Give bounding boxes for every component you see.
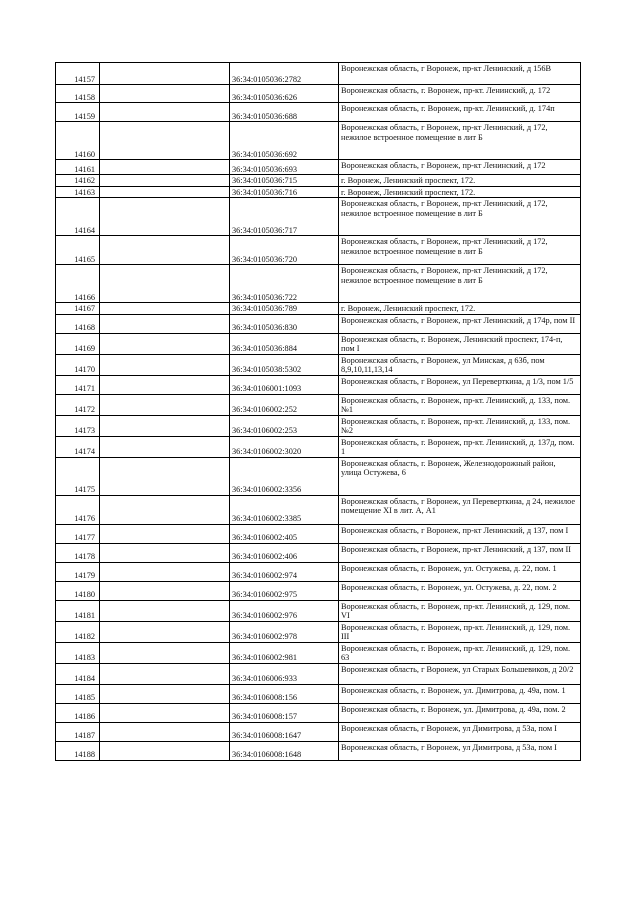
row-number: 14174: [56, 436, 100, 457]
address-cell: Воронежская область, г Воронеж, пр-кт Ленинский, д 137, пом I: [339, 524, 581, 543]
row-number: 14178: [56, 543, 100, 562]
empty-cell: [100, 703, 230, 722]
table-row: [56, 703, 581, 722]
address-cell: Воронежская область, г. Воронеж, пр-кт. Ленинский, д. 133, пом. №1: [339, 394, 581, 415]
address-cell: Воронежская область, г Воронеж, ул Димитрова, д 53а, пом I: [339, 741, 581, 760]
cadastral-number: 36:34:0106002:976: [230, 600, 339, 621]
address-cell: Воронежская область, г. Воронеж, пр-кт. Ленинский, д. 133, пом. №2: [339, 415, 581, 436]
address-cell: Воронежская область, г. Воронеж, Железнодорожный район, улица Остужева, 6: [339, 457, 581, 495]
table-row: [56, 314, 581, 333]
empty-cell: [100, 543, 230, 562]
row-number: 14183: [56, 642, 100, 663]
row-number: 14158: [56, 85, 100, 103]
cadastral-number: 36:34:0105036:722: [230, 265, 339, 303]
row-number: 14186: [56, 703, 100, 722]
row-number: 14164: [56, 198, 100, 236]
table-row: [56, 684, 581, 703]
cadastral-number: 36:34:0106008:157: [230, 703, 339, 722]
cadastral-number: 36:34:0106002:252: [230, 394, 339, 415]
row-number: 14179: [56, 562, 100, 581]
row-number: 14162: [56, 175, 100, 187]
empty-cell: [100, 122, 230, 160]
empty-cell: [100, 436, 230, 457]
row-number: 14166: [56, 265, 100, 303]
cadastral-number: 36:34:0106002:406: [230, 543, 339, 562]
address-cell: Воронежская область, г Воронеж, пр-кт Ленинский, д 156В: [339, 63, 581, 85]
row-number: 14171: [56, 375, 100, 394]
address-cell: Воронежская область, г. Воронеж, ул. Остужева, д. 22, пом. 2: [339, 581, 581, 600]
table-row: [56, 236, 581, 265]
address-cell: Воронежская область, г Воронеж, ул Минская, д 63б, пом 8,9,10,11,13,14: [339, 354, 581, 375]
cadastral-number: 36:34:0105036:789: [230, 303, 339, 315]
table-row: [56, 621, 581, 642]
row-number: 14159: [56, 103, 100, 122]
row-number: 14168: [56, 314, 100, 333]
address-cell: Воронежская область, г Воронеж, ул Димитрова, д 53а, пом I: [339, 722, 581, 741]
empty-cell: [100, 457, 230, 495]
table-row: [56, 333, 581, 354]
address-cell: Воронежская область, г. Воронеж, пр-кт. Ленинский, д. 129, пом. VI: [339, 600, 581, 621]
table-row: [56, 122, 581, 160]
empty-cell: [100, 186, 230, 198]
empty-cell: [100, 581, 230, 600]
table-row: [56, 198, 581, 236]
row-number: 14180: [56, 581, 100, 600]
address-cell: Воронежская область, г Воронеж, пр-кт Ленинский, д 172, нежилое встроенное помещение в лит Б: [339, 198, 581, 236]
empty-cell: [100, 175, 230, 187]
table-row: [56, 186, 581, 198]
cadastral-number: 36:34:0105036:717: [230, 198, 339, 236]
row-number: 14173: [56, 415, 100, 436]
address-cell: Воронежская область, г. Воронеж, ул. Димитрова, д. 49а, пом. 1: [339, 684, 581, 703]
cadastral-number: 36:34:0106002:981: [230, 642, 339, 663]
row-number: 14181: [56, 600, 100, 621]
cadastral-number: 36:34:0106002:3356: [230, 457, 339, 495]
cadastral-number: 36:34:0105036:693: [230, 160, 339, 175]
empty-cell: [100, 642, 230, 663]
cadastral-number: 36:34:0105036:626: [230, 85, 339, 103]
cadastral-number: 36:34:0105036:688: [230, 103, 339, 122]
row-number: 14172: [56, 394, 100, 415]
cadastral-number: 36:34:0106002:974: [230, 562, 339, 581]
table-row: [56, 103, 581, 122]
cadastral-number: 36:34:0105036:692: [230, 122, 339, 160]
empty-cell: [100, 314, 230, 333]
table-row: [56, 495, 581, 524]
empty-cell: [100, 63, 230, 85]
address-cell: Воронежская область, г Воронеж, пр-кт Ленинский, д 172, нежилое встроенное помещение в лит Б: [339, 265, 581, 303]
cadastral-number: 36:34:0106002:405: [230, 524, 339, 543]
empty-cell: [100, 265, 230, 303]
cadastral-number: 36:34:0106002:253: [230, 415, 339, 436]
row-number: 14163: [56, 186, 100, 198]
row-number: 14170: [56, 354, 100, 375]
table-body: [56, 63, 581, 761]
table-row: [56, 354, 581, 375]
cadastral-number: 36:34:0106008:1648: [230, 741, 339, 760]
address-cell: Воронежская область, г. Воронеж, пр-кт. Ленинский, д. 129, пом. III: [339, 621, 581, 642]
table-row: [56, 415, 581, 436]
empty-cell: [100, 375, 230, 394]
address-cell: Воронежская область, г. Воронеж, пр-кт. Ленинский, д. 172: [339, 85, 581, 103]
cadastral-number: 36:34:0106008:1647: [230, 722, 339, 741]
address-cell: Воронежская область, г Воронеж, ул Переверткина, д 1/3, пом 1/5: [339, 375, 581, 394]
cadastral-number: 36:34:0105036:716: [230, 186, 339, 198]
table-row: [56, 303, 581, 315]
table-row: [56, 562, 581, 581]
row-number: 14187: [56, 722, 100, 741]
cadastral-number: 36:34:0106006:933: [230, 663, 339, 684]
row-number: 14182: [56, 621, 100, 642]
table-row: [56, 265, 581, 303]
empty-cell: [100, 85, 230, 103]
empty-cell: [100, 303, 230, 315]
address-cell: Воронежская область, г Воронеж, пр-кт Ленинский, д 137, пом II: [339, 543, 581, 562]
address-cell: Воронежская область, г Воронеж, пр-кт Ленинский, д 174р, пом II: [339, 314, 581, 333]
row-number: 14165: [56, 236, 100, 265]
empty-cell: [100, 103, 230, 122]
cadastral-number: 36:34:0106002:3020: [230, 436, 339, 457]
row-number: 14185: [56, 684, 100, 703]
row-number: 14160: [56, 122, 100, 160]
table-row: [56, 436, 581, 457]
address-cell: г. Воронеж, Ленинский проспект, 172.: [339, 303, 581, 315]
empty-cell: [100, 524, 230, 543]
empty-cell: [100, 663, 230, 684]
table-row: [56, 524, 581, 543]
empty-cell: [100, 394, 230, 415]
row-number: 14188: [56, 741, 100, 760]
table-row: [56, 581, 581, 600]
cadastral-number: 36:34:0106002:978: [230, 621, 339, 642]
cadastral-number: 36:34:0105036:720: [230, 236, 339, 265]
empty-cell: [100, 354, 230, 375]
table-row: [56, 85, 581, 103]
table-row: [56, 642, 581, 663]
address-cell: Воронежская область, г. Воронеж, пр-кт. Ленинский, д. 174п: [339, 103, 581, 122]
address-cell: Воронежская область, г. Воронеж, пр-кт. Ленинский, д. 129, пом. 63: [339, 642, 581, 663]
cadastral-number: 36:34:0106008:156: [230, 684, 339, 703]
address-cell: Воронежская область, г. Воронеж, ул. Остужева, д. 22, пом. 1: [339, 562, 581, 581]
empty-cell: [100, 741, 230, 760]
empty-cell: [100, 198, 230, 236]
cadastral-number: 36:34:0105036:2782: [230, 63, 339, 85]
row-number: 14177: [56, 524, 100, 543]
address-cell: Воронежская область, г. Воронеж, пр-кт. Ленинский, д. 137д, пом. 1: [339, 436, 581, 457]
row-number: 14167: [56, 303, 100, 315]
cadastral-number: 36:34:0106002:975: [230, 581, 339, 600]
cadastral-number: 36:34:0106002:3385: [230, 495, 339, 524]
table-row: [56, 457, 581, 495]
table-row: [56, 543, 581, 562]
row-number: 14175: [56, 457, 100, 495]
row-number: 14161: [56, 160, 100, 175]
table-row: [56, 394, 581, 415]
empty-cell: [100, 160, 230, 175]
address-cell: Воронежская область, г. Воронеж, Ленинский проспект, 174-п, пом I: [339, 333, 581, 354]
address-cell: г. Воронеж, Ленинский проспект, 172.: [339, 186, 581, 198]
empty-cell: [100, 684, 230, 703]
address-cell: Воронежская область, г Воронеж, пр-кт Ленинский, д 172, нежилое встроенное помещение в лит Б: [339, 122, 581, 160]
table-row: [56, 175, 581, 187]
table-row: [56, 160, 581, 175]
row-number: 14169: [56, 333, 100, 354]
empty-cell: [100, 600, 230, 621]
table-row: [56, 375, 581, 394]
cadastral-number: 36:34:0105038:5302: [230, 354, 339, 375]
cadastral-number: 36:34:0105036:884: [230, 333, 339, 354]
empty-cell: [100, 722, 230, 741]
empty-cell: [100, 495, 230, 524]
row-number: 14157: [56, 63, 100, 85]
row-number: 14184: [56, 663, 100, 684]
address-cell: Воронежская область, г Воронеж, пр-кт Ленинский, д 172, нежилое встроенное помещение в лит Б: [339, 236, 581, 265]
empty-cell: [100, 562, 230, 581]
table-row: [56, 663, 581, 684]
address-cell: Воронежская область, г Воронеж, ул Старых Большевиков, д 20/2: [339, 663, 581, 684]
table-row: [56, 600, 581, 621]
empty-cell: [100, 333, 230, 354]
table-row: [56, 741, 581, 760]
empty-cell: [100, 415, 230, 436]
empty-cell: [100, 236, 230, 265]
empty-cell: [100, 621, 230, 642]
cadastral-number: 36:34:0105036:830: [230, 314, 339, 333]
table-row: [56, 722, 581, 741]
document-page: [55, 62, 581, 761]
row-number: 14176: [56, 495, 100, 524]
address-cell: Воронежская область, г. Воронеж, ул. Димитрова, д. 49а, пом. 2: [339, 703, 581, 722]
address-cell: Воронежская область, г Воронеж, пр-кт Ленинский, д 172: [339, 160, 581, 175]
address-cell: Воронежская область, г Воронеж, ул Переверткина, д 24, нежилое помещение XI в лит. А, А1: [339, 495, 581, 524]
registry-table: [55, 62, 581, 761]
table-row: [56, 63, 581, 85]
address-cell: г. Воронеж, Ленинский проспект, 172.: [339, 175, 581, 187]
cadastral-number: 36:34:0105036:715: [230, 175, 339, 187]
cadastral-number: 36:34:0106001:1093: [230, 375, 339, 394]
